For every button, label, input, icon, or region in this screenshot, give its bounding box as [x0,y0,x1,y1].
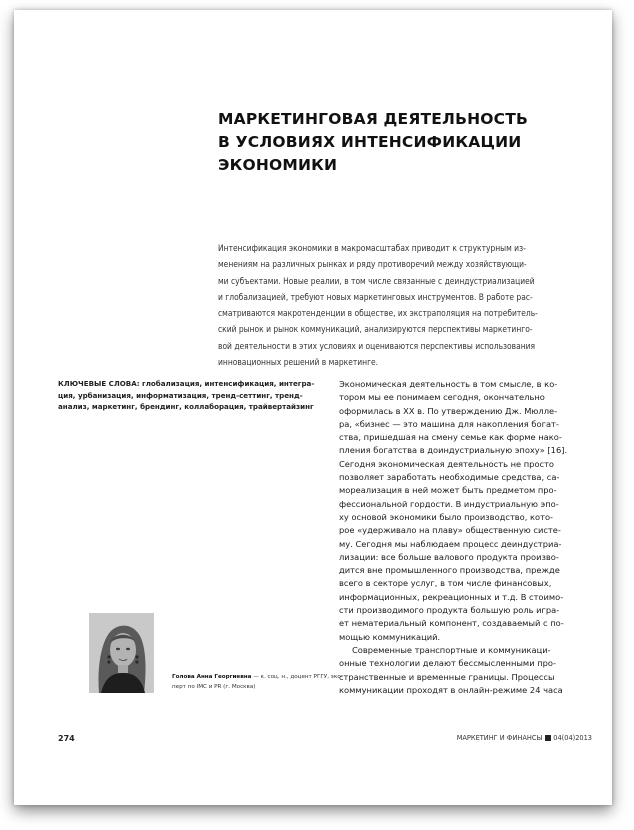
body-line: пления богатства в доиндустриальную эпоху» [16]. [339,445,568,456]
body-line: фессиональной гордости. В индустриальную эпо- [339,498,559,509]
title-line: ЭКОНОМИКИ [218,156,338,174]
author-name: Голова Анна Георгиевна [172,674,252,680]
body-line: ра, «бизнес — это машина для накопления богат- [339,418,559,429]
abstract-line: ми субъектами. Новые реалии, в том числе связанные с деиндустриализацией [218,275,535,286]
body-line: оформилась в XX в. По утверждению Дж. Мюлле- [339,405,558,416]
body-line: позволяет заработать необходимые средства, са- [339,472,560,483]
body-line: онные технологии делают бессмысленными про- [339,658,556,669]
author-line [172,672,342,682]
body-line: информационных, рекреационных и т.д. В стоимо- [339,591,564,602]
abstract-line: ский рынок и рынок коммуникаций, анализируются перспективы маркетинго- [218,324,533,335]
body-text-column [339,378,584,697]
article-abstract [218,240,576,370]
keywords-line: анализ, маркетинг, брендинг, коллаборация, трайвертайзинг [58,402,314,411]
body-line: лизации: все больше валового продукта произво- [339,551,559,562]
abstract-line: инновационных решений в маркетинге. [218,357,379,368]
author-info [172,672,342,692]
abstract-line: Интенсификация экономики в макромасштабах приводит к структурным из- [218,243,526,253]
body-line: тором мы ее понимаем сегодня, окончательно [339,392,545,403]
author-credentials: — к. соц. н., доцент РГГУ, экс- [251,674,343,680]
author-photo [89,613,154,693]
author-line: перт по IMC и PR (г. Москва) [172,684,256,690]
page-number: 274 [58,734,75,743]
title-line: В УСЛОВИЯХ ИНТЕНСИФИКАЦИИ [218,133,522,151]
body-line: рое «удерживало на плаву» общественную систе- [339,525,561,536]
body-line: мощью коммуникаций. [339,631,441,642]
journal-issue: 04(04)2013 [553,734,592,742]
body-line: Современные транспортные и коммуникаци- [352,644,551,655]
title-line: МАРКЕТИНГОВАЯ ДЕЯТЕЛЬНОСТЬ [218,110,529,128]
abstract-line: сматриваются макротенденции в обществе, их экстраполяция на потребитель- [218,308,538,319]
body-line: ет нематериальный компонент, создаваемый с по- [339,618,564,629]
keywords-block [58,378,328,413]
article-title [218,108,598,177]
body-line: Экономическая деятельность в том смысле, в ко- [339,379,558,389]
journal-footer [457,734,592,742]
square-bullet-icon [545,735,551,741]
body-line: му. Сегодня мы наблюдаем процесс деиндустриа- [339,538,562,549]
abstract-line: и глобализацией, требуют новых маркетинговых инструментов. В работе рас- [218,291,533,302]
body-line: сти производимого продукта большую роль игра- [339,605,560,616]
abstract-line: вой деятельности в этих условиях и оцениваются перспективы использования [218,340,536,351]
author-portrait-image [89,613,154,693]
body-line: странственные и временные границы. Процессы [339,671,555,682]
abstract-line: менениям на различных рынках и ряду противоречий между хозяйствующи- [218,259,527,270]
journal-name: МАРКЕТИНГ И ФИНАНСЫ [456,734,543,742]
body-line: дится вне промышленного производства, прежде [339,565,560,576]
body-line: Сегодня экономическая деятельность не просто [339,458,554,469]
body-line: ства, пришедшая на смену семье как форме нако- [339,432,562,443]
keywords-line: КЛЮЧЕВЫЕ СЛОВА: глобализация, интенсификация, интегра- [58,379,315,388]
body-line: ху основой экономики было производство, кото- [339,511,554,522]
body-line: коммуникации проходят в онлайн-режиме 24 часа [339,684,563,695]
keywords-line: ция, урбанизация, информатизация, тренд-сеттинг, тренд- [58,390,303,400]
body-line: всего в секторе услуг, в том числе финансовых, [339,578,552,589]
body-line: мореализация в ней может быть предметом про- [339,485,557,496]
